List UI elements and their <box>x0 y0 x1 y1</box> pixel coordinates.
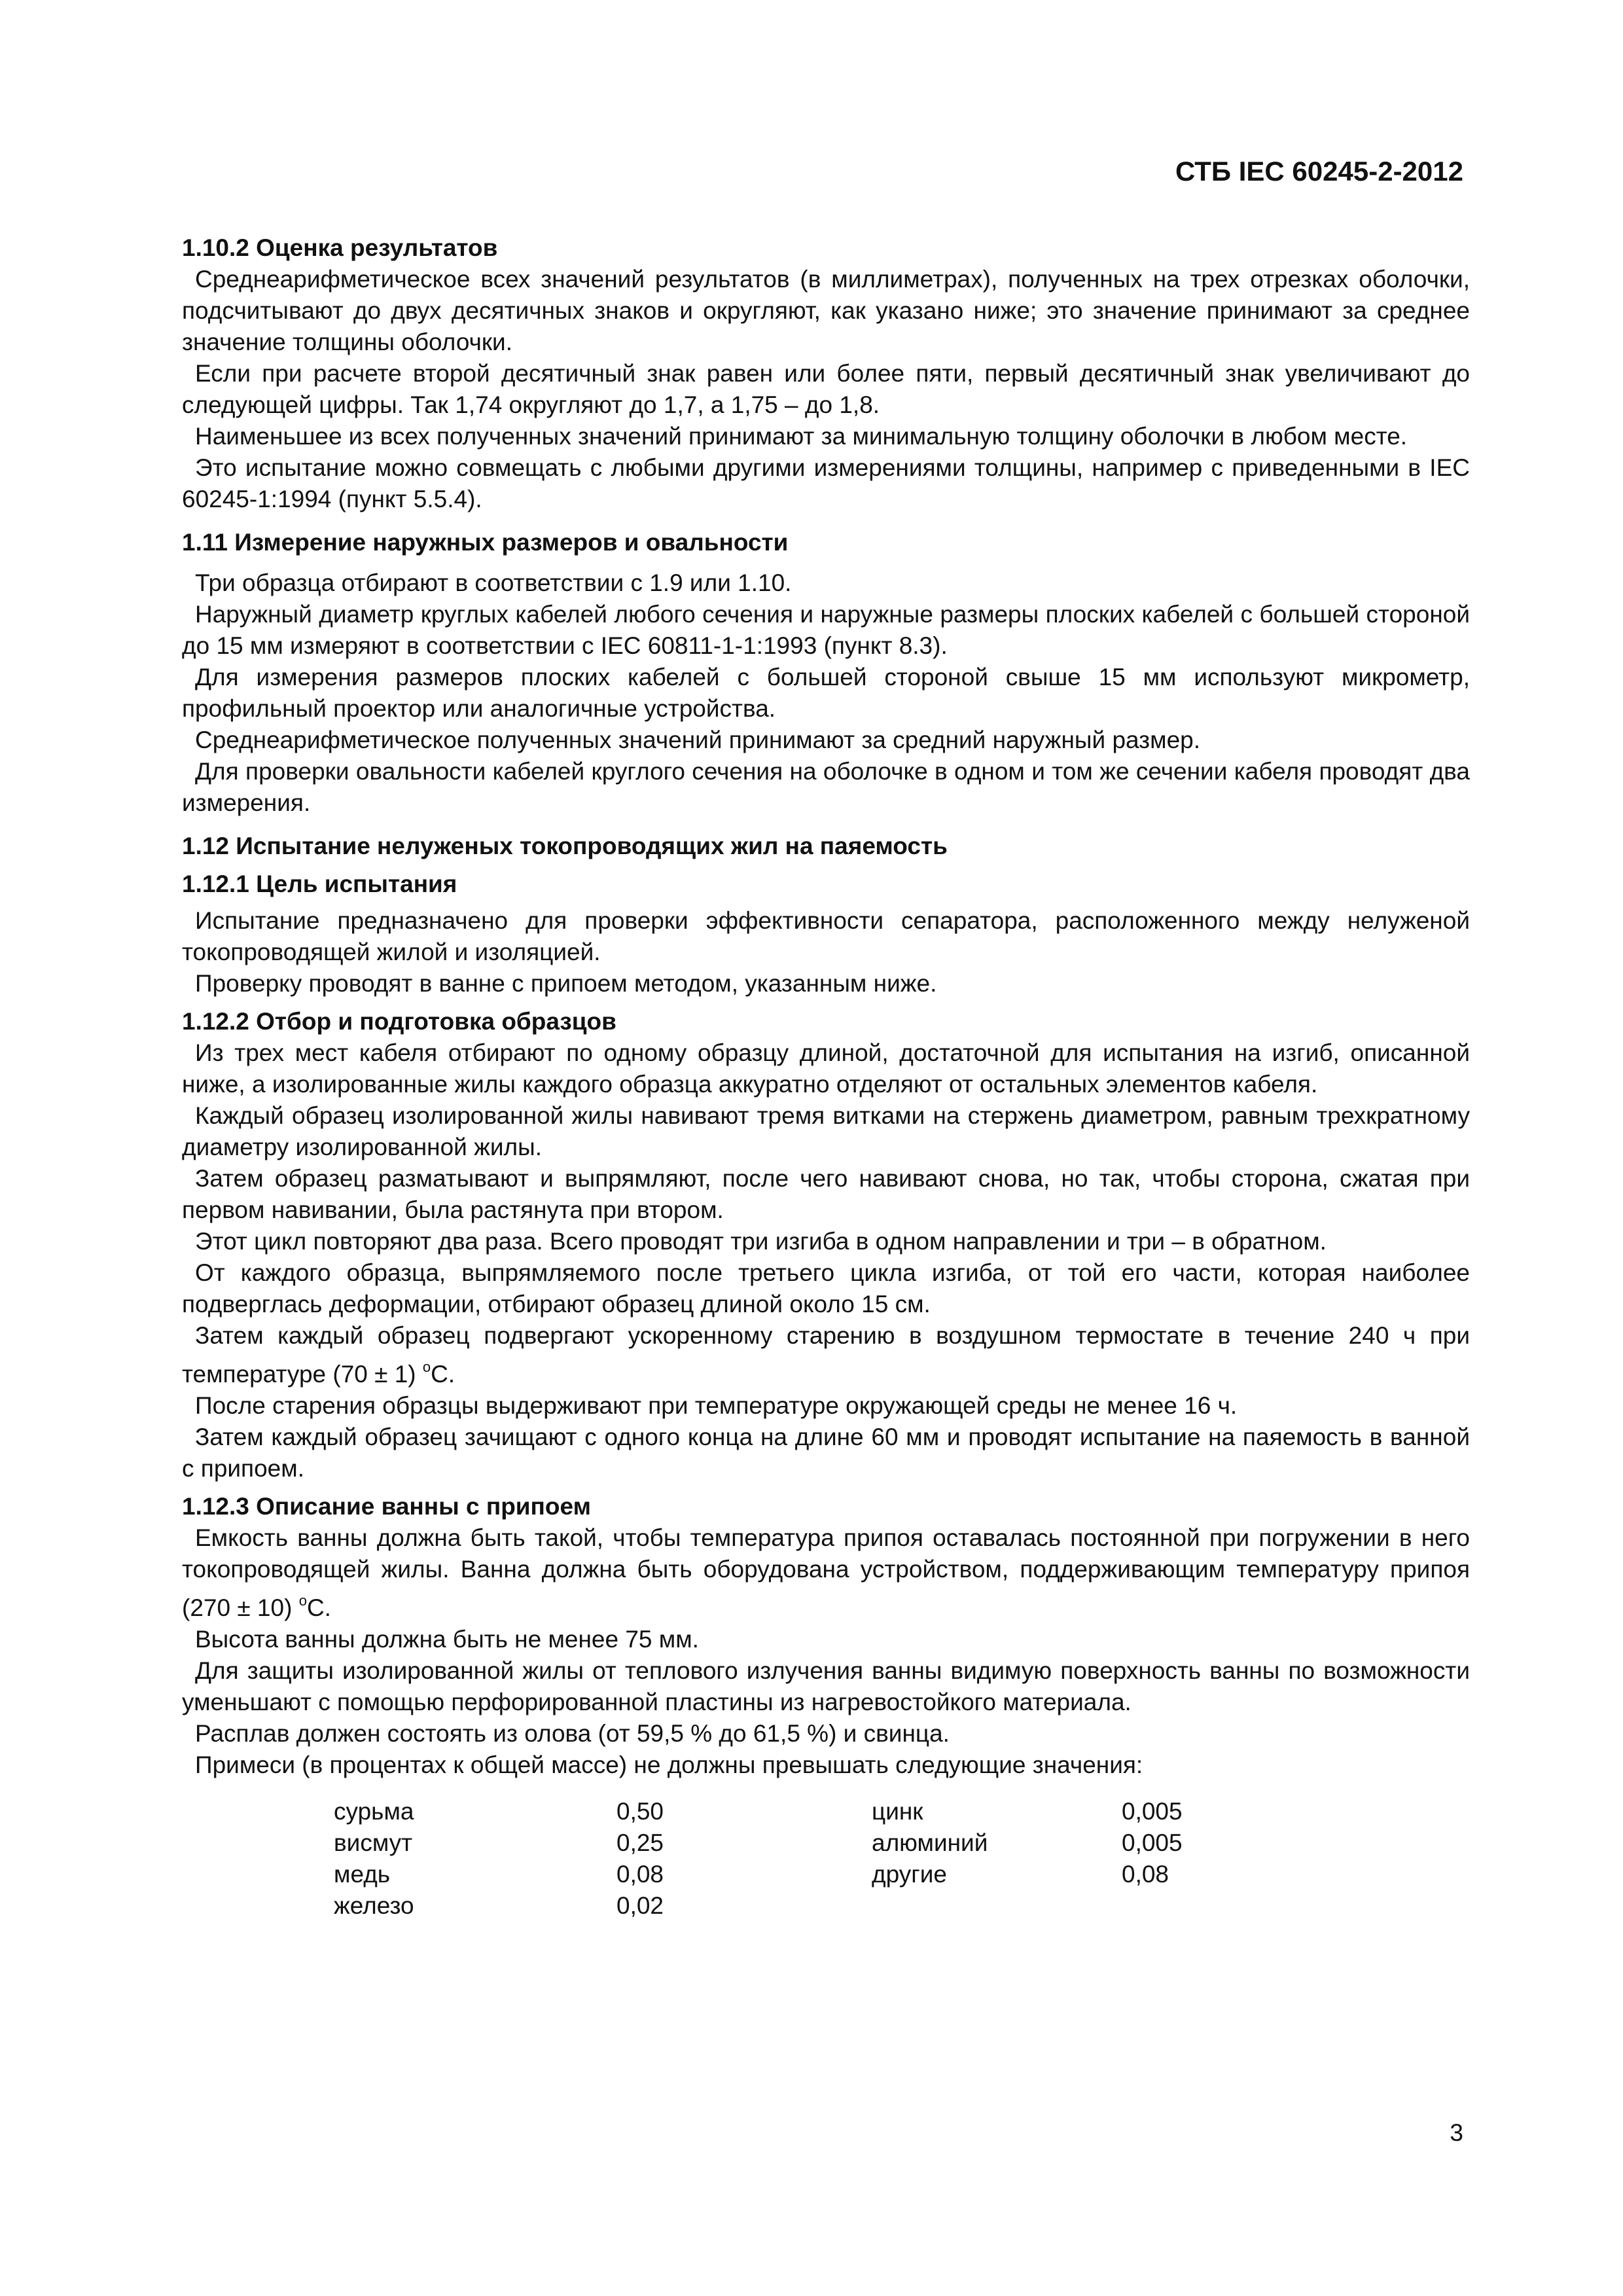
impurity-value: 0,005 <box>1122 1829 1183 1856</box>
paragraph: Три образца отбирают в соответствии с 1.9 или 1.10. <box>195 569 792 596</box>
impurity-name: алюминий <box>872 1829 988 1856</box>
paragraph: После старения образцы выдерживают при температуре окружающей среды не менее 16 ч. <box>195 1392 1238 1419</box>
section-heading: 1.10.2 Оценка результатов <box>182 234 498 261</box>
paragraph: Из трех мест кабеля отбирают по одному образцу длиной, достаточной для испытания на изгиб, описанной ниже, а изолированные жилы каждого образца аккуратно отделяют от остальных элементов кабеля. <box>182 1039 1470 1098</box>
impurity-value: 0,50 <box>616 1798 664 1825</box>
section-heading: 1.11 Измерение наружных размеров и овальности <box>182 529 789 556</box>
table-row <box>334 1798 1253 1829</box>
paragraph: Этот цикл повторяют два раза. Всего проводят три изгиба в одном направлении и три – в обратном. <box>195 1228 1327 1255</box>
impurity-value: 0,005 <box>1122 1798 1183 1825</box>
section-heading: 1.12 Испытание нелуженых токопроводящих жил на паяемость <box>182 833 948 859</box>
paragraph: Каждый образец изолированной жилы навивают тремя витками на стержень диаметром, равным трехкратному диаметру изолированной жилы. <box>182 1102 1470 1160</box>
impurity-name: висмут <box>334 1829 413 1856</box>
impurity-value: 0,08 <box>1122 1861 1169 1888</box>
table-row <box>334 1892 1253 1924</box>
paragraph-aging-temperature: Затем каждый образец подвергают ускоренному старению в воздушном термостате в течение 240 ч при температуре (70 ± 1) $^о$С. <box>182 1322 1470 1388</box>
page-number: 3 <box>1450 2119 1463 2146</box>
document-id: СТБ IEC 60245-2-2012 <box>1175 156 1463 187</box>
impurities-table <box>334 1798 1253 1924</box>
impurity-value <box>1122 1892 1253 1924</box>
impurity-value: 0,08 <box>616 1861 664 1888</box>
paragraph: Среднеарифметическое всех значений результатов (в миллиметрах), полученных на трех отрезках оболочки, подсчитывают до двух десятичных знаков и округляют, как указано ниже; это значение принимают за среднее значение толщины оболочки. <box>182 266 1470 355</box>
impurity-name <box>872 1892 1122 1924</box>
paragraph-bath-temperature: Емкость ванны должна быть такой, чтобы температура припоя оставалась постоянной при погружении в него токопроводящей жилы. Ванна должна быть оборудована устройством, поддерживающим температуру припоя (270 ± 10) $^о$С. <box>182 1524 1470 1621</box>
section-heading: 1.12.3 Описание ванны с припоем <box>182 1493 591 1520</box>
paragraph: Высота ванны должна быть не менее 75 мм. <box>195 1626 699 1653</box>
impurity-name: цинк <box>872 1798 923 1825</box>
paragraph: От каждого образца, выпрямляемого после третьего цикла изгиба, от той его части, которая наиболее подверглась деформации, отбирают образец длиной около 15 см. <box>182 1259 1470 1318</box>
paragraph: Проверку проводят в ванне с припоем методом, указанным ниже. <box>195 970 937 997</box>
paragraph: Среднеарифметическое полученных значений принимают за средний наружный размер. <box>195 726 1201 753</box>
impurity-value: 0,02 <box>616 1892 664 1919</box>
section-heading: 1.12.1 Цель испытания <box>182 870 457 897</box>
paragraph: Для защиты изолированной жилы от теплового излучения ванны видимую поверхность ванны по возможности уменьшают с помощью перфорированной пластины из нагревостойкого материала. <box>182 1657 1470 1715</box>
table-row <box>334 1829 1253 1861</box>
paragraph: Для проверки овальности кабелей круглого сечения на оболочке в одном и том же сечении кабеля проводят два измерения. <box>182 758 1470 816</box>
paragraph: Затем каждый образец зачищают с одного конца на длине 60 мм и проводят испытание на паяемость в ванной с припоем. <box>182 1424 1470 1482</box>
paragraph: Расплав должен состоять из олова (от 59,5 % до 61,5 %) и свинца. <box>195 1720 950 1747</box>
impurity-name: медь <box>334 1861 391 1888</box>
paragraph: Испытание предназначено для проверки эффективности сепаратора, расположенного между нелуженой токопроводящей жилой и изоляцией. <box>182 907 1470 965</box>
paragraph: Для измерения размеров плоских кабелей с большей стороной свыше 15 мм используют микрометр, профильный проектор или аналогичные устройства. <box>182 664 1470 722</box>
paragraph: Примеси (в процентах к общей массе) не должны превышать следующие значения: <box>195 1751 1143 1778</box>
paragraph: Если при расчете второй десятичный знак равен или более пяти, первый десятичный знак увеличивают до следующей цифры. Так 1,74 округляют до 1,7, а 1,75 – до 1,8. <box>182 360 1470 418</box>
paragraph: Затем образец разматывают и выпрямляют, после чего навивают снова, но так, чтобы сторона, сжатая при первом навивании, была растянута при втором. <box>182 1165 1470 1223</box>
paragraph: Наружный диаметр круглых кабелей любого сечения и наружные размеры плоских кабелей с большей стороной до 15 мм измеряют в соответствии с IEC 60811-1-1:1993 (пункт 8.3). <box>182 601 1470 659</box>
impurity-name: сурьма <box>334 1798 414 1825</box>
impurity-name: другие <box>872 1861 947 1888</box>
section-heading: 1.12.2 Отбор и подготовка образцов <box>182 1008 616 1035</box>
document-body <box>182 232 1470 1924</box>
impurity-name: железо <box>334 1892 414 1919</box>
paragraph: Наименьшее из всех полученных значений принимают за минимальную толщину оболочки в любом месте. <box>195 423 1408 450</box>
table-row <box>334 1861 1253 1892</box>
paragraph: Это испытание можно совмещать с любыми другими измерениями толщины, например с приведенными в IEC 60245-1:1994 (пункт 5.5.4). <box>182 454 1470 512</box>
impurity-value: 0,25 <box>616 1829 664 1856</box>
